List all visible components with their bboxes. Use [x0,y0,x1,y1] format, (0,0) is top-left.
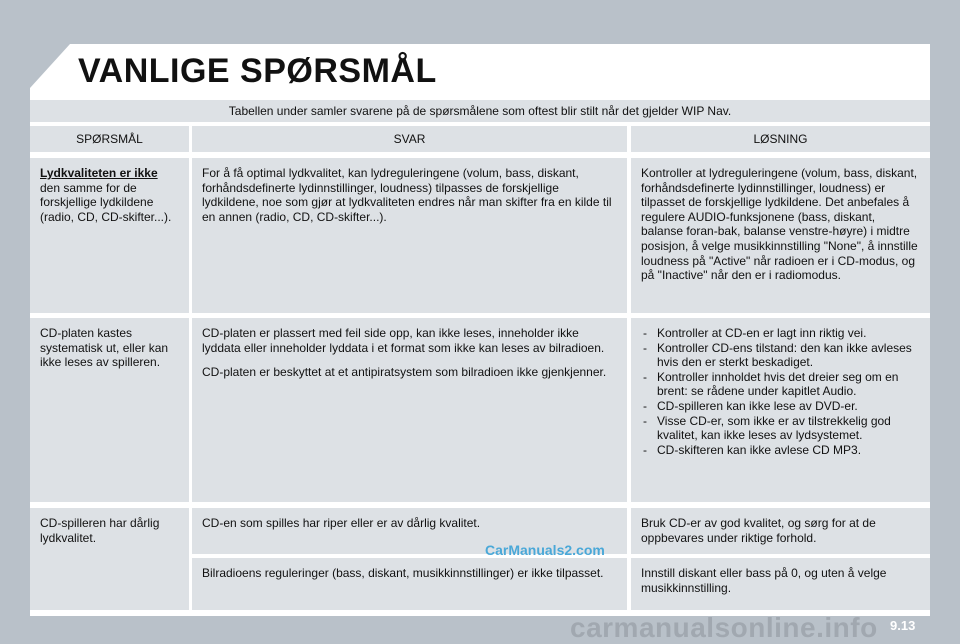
row1-answer-text: For å få optimal lydkvalitet, kan lydreguleringene (volum, bass, diskant, forhåndsdefinerte lydinnstillinger, loudness) tilpasses de forskjellige lydkildene, noe som gjør at lydkvaliteten endres når man skifter fra en kilde til en annen (radio, CD, CD-skifter...). [202,166,612,224]
intro-text: Tabellen under samler svarene på de spørsmålene som oftest blir stilt når det gjelder WIP Nav. [30,100,930,122]
list-item: - CD-skifteren kan ikke avlese CD MP3. [641,443,920,458]
list-item: - CD-spilleren kan ikke lese av DVD-er. [641,399,920,414]
list-item: - Kontroller innholdet hvis det dreier seg om en brent: se rådene under kapitlet Audio. [641,370,920,399]
row2-solution-list [641,326,920,457]
row3a-answer-text: CD-en som spilles har riper eller er av dårlig kvalitet. [202,516,481,530]
header-solution: LØSNING [631,126,930,152]
page-number: 9.13 [890,618,916,633]
page-title: VANLIGE SPØRSMÅL [78,52,437,90]
row1-solution-cell [631,158,930,313]
row3b-solution-text: Innstill diskant eller bass på 0, og uten å velge musikkinnstilling. [641,566,887,595]
row1-question-title: Lydkvaliteten er ikke [40,166,158,180]
list-item: - Kontroller at CD-en er lagt inn riktig vei. [641,326,920,341]
row3-question-text: CD-spilleren har dårlig lydkvalitet. [40,516,160,545]
row2-question-text: CD-platen kastes systematisk ut, eller kan ikke leses av spilleren. [40,326,169,370]
site-watermark: CarManuals2.com [485,542,605,558]
row3b-answer-text: Bilradioens reguleringer (bass, diskant, musikkinnstillinger) er ikke tilpasset. [202,566,604,580]
row1-question-cell [30,158,189,313]
list-item: - Visse CD-er, som ikke er av tilstrekkelig god kvalitet, kan ikke leses av lydsystemet. [641,414,920,443]
footer-watermark: carmanualsonline.info [570,612,878,643]
header-answer: SVAR [192,126,627,152]
row3b-answer-cell [192,558,627,610]
row1-question-text: den samme for de forskjellige lydkildene (radio, CD, CD-skifter...). [40,180,172,224]
row3a-solution-cell [631,508,930,554]
header-question: SPØRSMÅL [30,126,189,152]
row1-solution-text: Kontroller at lydreguleringene (volum, bass, diskant, forhåndsdefinerte lydinnstillinger, loudness) er tilpasset de forskjellige lydkildene. Det anbefales å regulere AUDIO-funksjonene (bass, diskant, balanse foran-bak, balanse venstre-høyre) i midtre posisjon, å velge musikkinnstilling "None", å innstille loudness på "Active" når radioen er i CD-modus, og på "Inactive" når den er i radiomodus. [641,166,918,283]
list-item: - Kontroller CD-ens tilstand: den kan ikke avleses hvis den er sterkt beskadiget. [641,341,920,370]
row2-solution-cell [631,318,930,502]
row2-question-cell [30,318,189,502]
row3a-solution-text: Bruk CD-er av god kvalitet, og sørg for at de oppbevares under riktige forhold. [641,516,876,545]
row1-answer-cell [192,158,627,313]
row2-answer-cell [192,318,627,502]
row3b-solution-cell [631,558,930,610]
row2-answer-text-2: CD-platen er beskyttet at et antipiratsystem som bilradioen ikke gjenkjenner. [202,365,607,380]
row3-question-cell [30,508,189,610]
row2-answer-text-1: CD-platen er plassert med feil side opp, kan ikke leses, inneholder ikke lyddata eller inneholder lyddata i et format som ikke kan leses av bilradioen. [202,326,605,355]
